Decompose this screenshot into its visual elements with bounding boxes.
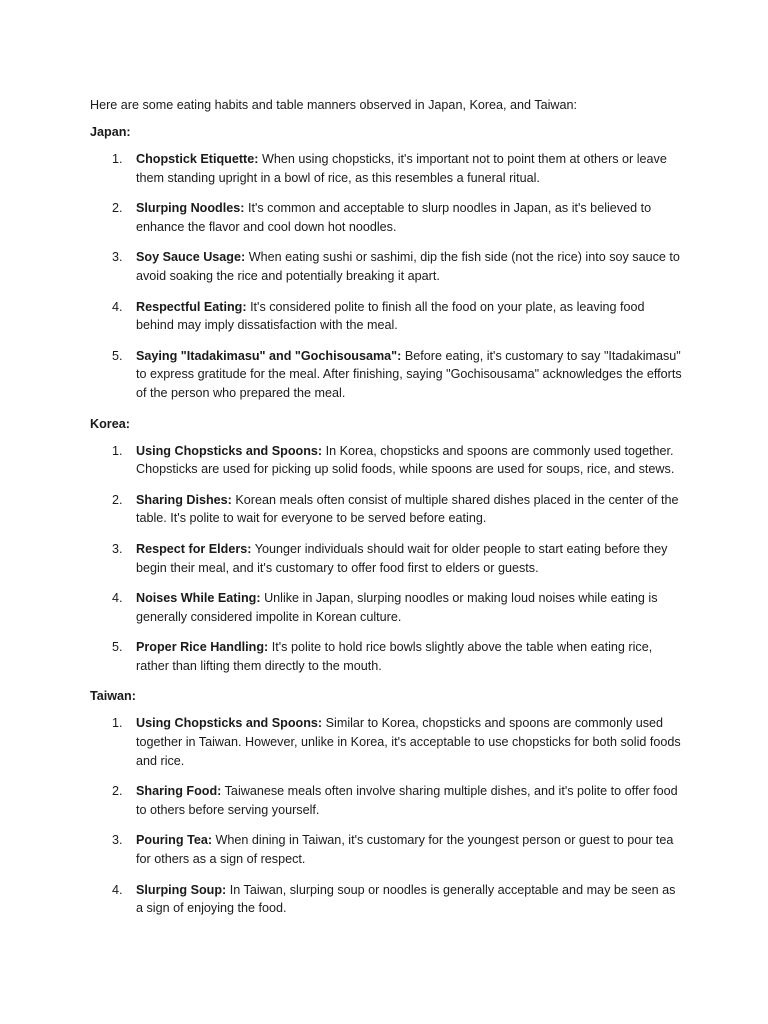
item-text: When dining in Taiwan, it's customary for the youngest person or guest to pour tea for others as a sign of respect. <box>136 833 674 867</box>
list-item <box>90 298 685 335</box>
item-text: Before eating, it's customary to say "Itadakimasu" to express gratitude for the meal. After finishing, saying "Gochisousama" acknowledges the efforts of the person who prepared the meal. <box>136 348 682 400</box>
item-text: Unlike in Japan, slurping noodles or making loud noises while eating is generally considered impolite in Korean culture. <box>136 591 658 624</box>
section-korea <box>90 415 685 676</box>
item-heading: Proper Rice Handling: <box>136 640 269 655</box>
document-page <box>90 96 685 930</box>
list-item <box>90 714 685 770</box>
item-text: Similar to Korea, chopsticks and spoons are commonly used together in Taiwan. However, unlike in Korea, it's acceptable to use chopsticks for both solid foods and rice. <box>136 716 681 768</box>
item-number: 5. <box>112 640 123 655</box>
item-text: It's common and acceptable to slurp noodles in Japan, as it's believed to enhance the flavor and cool down hot noodles. <box>136 201 652 234</box>
section-title: Taiwan: <box>90 689 136 704</box>
item-heading: Slurping Noodles: <box>136 201 245 216</box>
item-number: 5. <box>112 348 123 363</box>
list-item <box>90 831 685 868</box>
section-japan <box>90 123 685 403</box>
item-text: In Taiwan, slurping soup or noodles is generally acceptable and may be seen as a sign of enjoying the food. <box>136 882 676 916</box>
item-text: Taiwanese meals often involve sharing multiple dishes, and it's polite to offer food to others before serving yourself. <box>136 784 678 817</box>
item-heading: Sharing Food: <box>136 784 222 799</box>
item-number: 3. <box>112 250 123 265</box>
section-title: Japan: <box>90 125 131 139</box>
item-number: 3. <box>112 833 123 848</box>
list-item <box>90 589 685 626</box>
item-heading: Saying "Itadakimasu" and "Gochisousama": <box>136 348 402 363</box>
item-text: It's polite to hold rice bowls slightly above the table when eating rice, rather than lifting them directly to the mouth. <box>136 640 653 673</box>
item-number: 2. <box>112 201 123 216</box>
list-item <box>90 199 685 236</box>
item-text: It's considered polite to finish all the food on your plate, as leaving food behind may imply dissatisfaction with the meal. <box>136 299 645 333</box>
item-heading: Chopstick Etiquette: <box>136 152 259 166</box>
item-heading: Sharing Dishes: <box>136 492 232 507</box>
item-heading: Respectful Eating: <box>136 299 247 314</box>
item-heading: Respect for Elders: <box>136 541 252 556</box>
numbered-list <box>90 442 685 676</box>
item-number: 1. <box>112 443 123 458</box>
numbered-list <box>90 150 685 403</box>
item-number: 3. <box>112 541 123 556</box>
numbered-list <box>90 714 685 917</box>
list-item <box>90 638 685 675</box>
item-number: 1. <box>112 152 123 166</box>
item-heading: Soy Sauce Usage: <box>136 250 246 265</box>
list-item <box>90 540 685 577</box>
item-text: Korean meals often consist of multiple shared dishes placed in the center of the table. It's polite to wait for everyone to be served before eating. <box>136 492 679 526</box>
intro-paragraph: Here are some eating habits and table manners observed in Japan, Korea, and Taiwan: <box>90 98 578 112</box>
item-text: When using chopsticks, it's important not to point them at others or leave them standing upright in a bowl of rice, as this resembles a funeral ritual. <box>136 152 667 185</box>
item-number: 2. <box>112 492 123 507</box>
list-item <box>90 491 685 528</box>
item-number: 2. <box>112 784 123 799</box>
item-number: 4. <box>112 299 123 314</box>
item-text: When eating sushi or sashimi, dip the fish side (not the rice) into soy sauce to avoid soaking the rice and potentially breaking it apart. <box>136 250 680 283</box>
list-item <box>90 347 685 403</box>
item-heading: Using Chopsticks and Spoons: <box>136 443 323 458</box>
item-text: Younger individuals should wait for older people to start eating before they begin their meal, and it's customary to offer food first to elders or guests. <box>136 541 668 575</box>
item-heading: Noises While Eating: <box>136 591 261 606</box>
list-item <box>90 782 685 819</box>
section-taiwan <box>90 687 685 917</box>
list-item <box>90 150 685 187</box>
item-heading: Slurping Soup: <box>136 882 227 897</box>
item-number: 4. <box>112 591 123 606</box>
section-title: Korea: <box>90 416 130 431</box>
item-heading: Using Chopsticks and Spoons: <box>136 716 323 731</box>
list-item <box>90 442 685 479</box>
list-item <box>90 881 685 918</box>
list-item <box>90 248 685 285</box>
item-number: 1. <box>112 716 123 731</box>
item-number: 4. <box>112 882 123 897</box>
item-text: In Korea, chopsticks and spoons are commonly used together. Chopsticks are used for picking up solid foods, while spoons are used for soups, rice, and stews. <box>136 443 675 477</box>
item-heading: Pouring Tea: <box>136 833 213 848</box>
